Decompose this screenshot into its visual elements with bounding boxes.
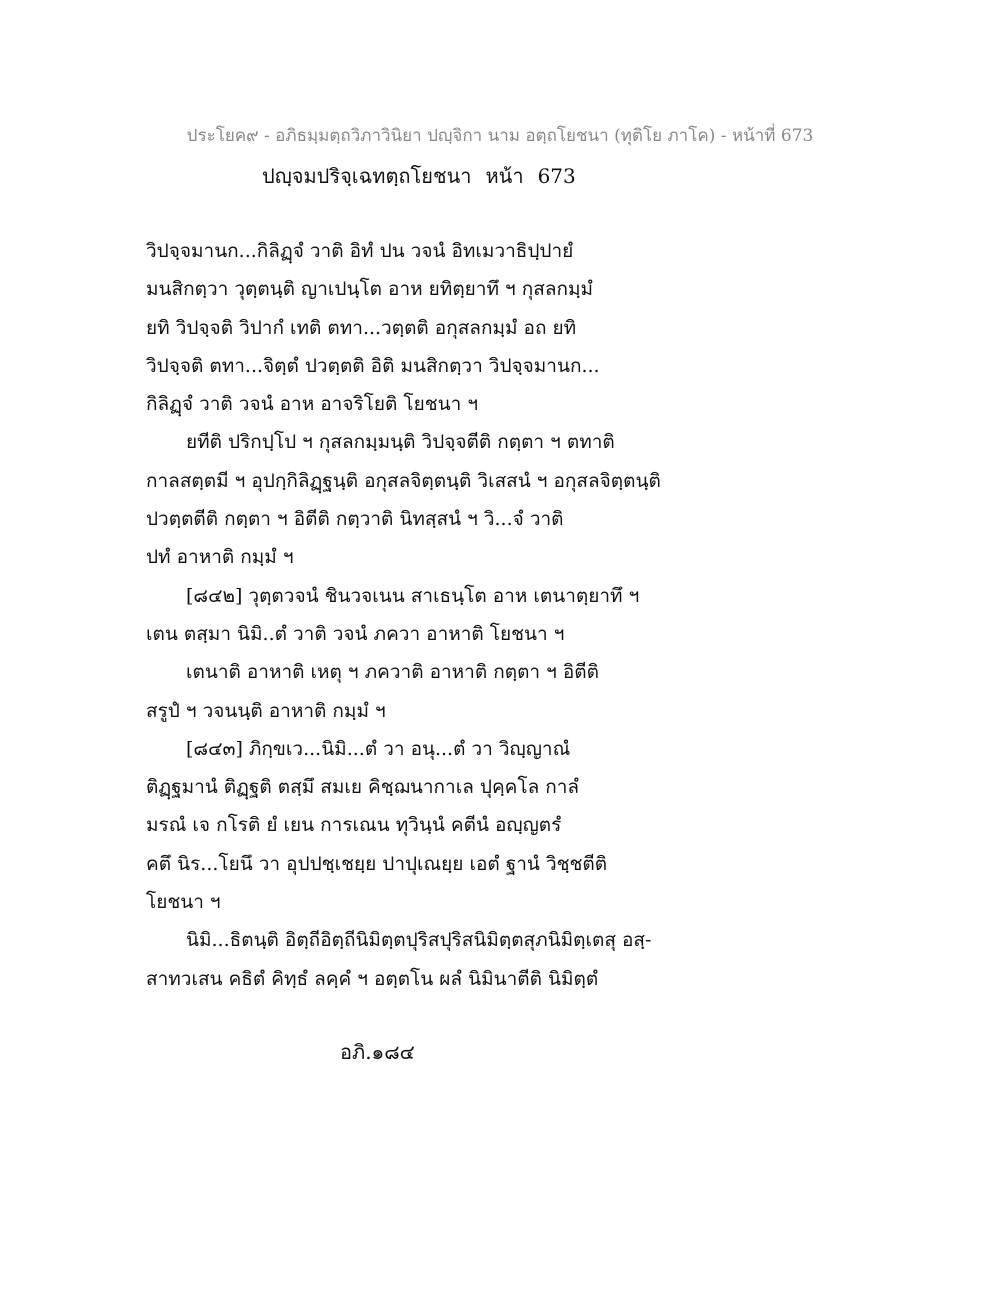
text-line: เตนาติ อาหาติ เหตุ ฯ ภควาติ อาหาติ กตฺตา ฯ อิตีติ [186, 661, 599, 684]
running-header: ประโยค๙ - อภิธมฺมตฺถวิภาวินิยา ปญฺจิกา นาม อตฺถโยชนา (ทุติโย ภาโค) - หน้าที่ 673 [186, 126, 814, 146]
page-marker: อภิ.๑๘๔ [340, 1040, 415, 1064]
page-label: หน้า [485, 164, 524, 188]
body-text [146, 232, 746, 998]
text-line: วิปจฺจติ ตทา...จิตฺตํ ปวตฺตติ อิติ มนสิกตฺวา วิปจฺจมานก... [146, 354, 600, 377]
text-line: นิมิ...ธิตนฺติ อิตฺถีอิตฺถีนิมิตฺตปุริสปุริสนิมิตฺตสุภนิมิตฺเตสุ อสฺ- [186, 929, 652, 952]
chapter-title [262, 160, 576, 192]
text-line: วิปจฺจมานก...กิลิฏฺจํ วาติ อิทํ ปน วจนํ อิทเมวาธิปฺปายํ [146, 240, 574, 262]
text-line: สาทวเสน คธิตํ คิทฺธํ ลคฺคํ ฯ อตฺตโน ผลํ นิมินาตีติ นิมิตฺตํ [146, 967, 599, 990]
text-line: มนสิกตฺวา วุตฺตนฺติ ญาเปนฺโต อาห ยทิตฺยาทึ ฯ กุสลกมฺมํ [146, 278, 594, 301]
text-line: โยชนา ฯ [146, 891, 221, 914]
text-line: ติฏฺฐมานํ ติฏฺฐติ ตสฺมึ สมเย คิชฺฌนากาเล ปุคฺคโล กาลํ [146, 776, 580, 799]
text-line: ยทีติ ปริกปฺโป ฯ กุสลกมฺมนฺติ วิปจฺจตีติ กตฺตา ฯ ตทาติ [186, 431, 615, 454]
text-line: สรูปํ ฯ วจนนฺติ อาหาติ กมฺมํ ฯ [146, 699, 386, 722]
text-line: มรณํ เจ กโรติ ยํ เยน การเณน ทุวินฺนํ คตีนํ อญฺญตรํ [146, 814, 562, 837]
text-line: ยทิ วิปจฺจติ วิปากํ เทติ ตทา...วตฺตติ อกุสลกมฺมํ อถ ยทิ [146, 316, 577, 339]
text-line: คตึ นิร...โยนึ วา อุปปชฺเชยฺย ปาปุเณยฺย เอตํ ฐานํ วิชฺชตีติ [146, 852, 608, 875]
text-line: ปทํ อาหาติ กมฺมํ ฯ [146, 546, 294, 569]
text-line: [๘๔๒] วุตฺตวจนํ ชินวจเนน สาเธนฺโต อาห เตนาตฺยาทึ ฯ [186, 584, 640, 607]
page-number: 673 [537, 164, 576, 188]
text-line: กาลสตฺตมี ฯ อุปกฺกิลิฏฺฐนฺติ อกุสลจิตฺตนฺติ วิเสสนํ ฯ อกุสลจิตฺตนฺติ [146, 469, 661, 492]
text-line: กิลิฏฺจํ วาติ วจนํ อาห อาจริโยติ โยชนา ฯ [146, 393, 478, 416]
text-line: ปวตฺตตีติ กตฺตา ฯ อิตีติ กตฺวาติ นิทสฺสนํ ฯ วิ...จํ วาติ [146, 508, 564, 531]
text-line: เตน ตสฺมา นิมิ..ตํ วาติ วจนํ ภควา อาหาติ โยชนา ฯ [146, 622, 565, 645]
chapter-name: ปญฺจมปริจฺเฉทตฺถโยชนา [262, 164, 472, 188]
text-line: [๘๔๓] ภิกฺขเว...นิมิ...ตํ วา อนุ...ตํ วา วิญฺญาณํ [186, 737, 571, 760]
